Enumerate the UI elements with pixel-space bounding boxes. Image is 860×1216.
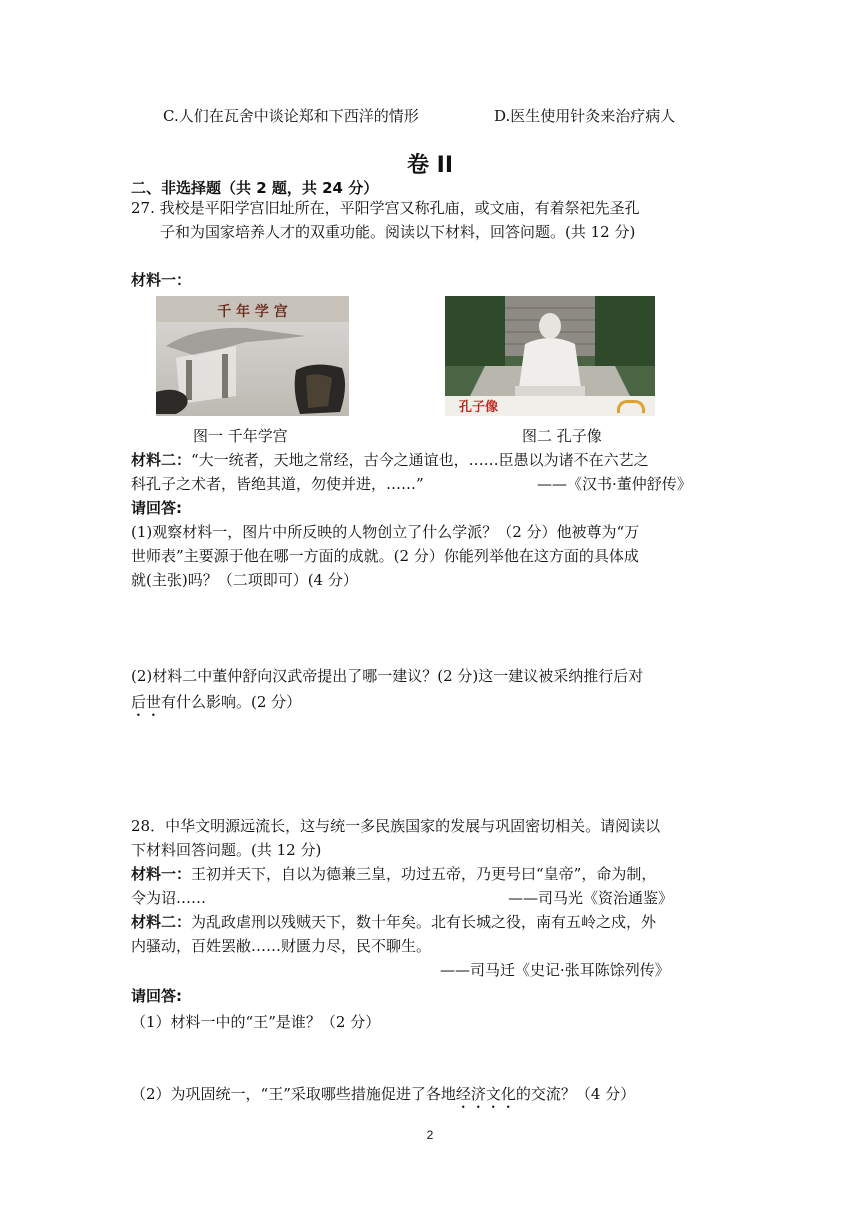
q28-material1-label: 材料一：: [131, 865, 192, 883]
q28-material2-label: 材料二：: [131, 913, 192, 931]
q27-material1-label: 材料一：: [131, 271, 192, 289]
q27-material2-label: 材料二：: [131, 451, 192, 469]
q27-subq1-line3: 就(主张)吗？（二项即可）(4 分）: [131, 571, 358, 589]
q28-subq2-emphasis: 经济文化: [455, 1085, 516, 1103]
q28-subq2-prefix: （2）为巩固统一，“王”采取哪些措施促进了各地: [131, 1085, 456, 1103]
figure1-caption: 图一 千年学宫: [193, 427, 288, 445]
q27-subq1-line2: 世师表”主要源于他在哪一方面的成就。(2 分）你能列举他在这方面的具体成: [131, 547, 639, 565]
q27-answer-prompt: 请回答:: [131, 499, 182, 517]
q27-material2-line2: 科孔子之术者，皆绝其道，勿使并进，……”: [131, 475, 424, 493]
q28-material2-line1: 为乱政虐刑以残贼天下，数十年矣。北有长城之役，南有五岭之戍，外: [191, 913, 657, 931]
q27-subq2-emphasis: 后世: [131, 693, 162, 711]
q28-material2-line2: 内骚动，百姓罢敝……财匮力尽，民不聊生。: [131, 937, 432, 955]
q27-stem-line2: 子和为国家培养人才的双重功能。阅读以下材料，回答问题。(共 12 分): [160, 223, 636, 241]
q28-subq2-suffix: 的交流？（4 分）: [515, 1085, 636, 1103]
figure2-caption: 图二 孔子像: [522, 427, 602, 445]
q28-material1-line2: 令为诏……: [131, 889, 207, 907]
option-d: D.医生使用针灸来治疗病人: [494, 107, 676, 125]
option-c: C.人们在瓦舍中谈论郑和下西洋的情形: [163, 107, 419, 125]
q28-answer-prompt: 请回答:: [131, 987, 182, 1005]
q27-subq1-line1: (1)观察材料一，图片中所反映的人物创立了什么学派？（2 分）他被尊为“万: [131, 523, 640, 541]
q27-material2-line1: “大一统者，天地之常经，古今之通谊也，……臣愚以为诸不在六艺之: [191, 451, 649, 469]
figure-confucius-image: [445, 296, 655, 416]
figure-academy-inner-title: 千 年 学 宫: [217, 304, 288, 320]
q27-stem-line1: 27. 我校是平阳学宫旧址所在，平阳学宫又称孔庙，或文庙，有着祭祀先圣孔: [131, 199, 640, 217]
q28-material1-source: ——司马光《资治通鉴》: [508, 889, 674, 907]
rainbow-icon: [617, 400, 645, 413]
q27-subq2-line1: (2)材料二中董仲舒向汉武帝提出了哪一建议？(2 分)这一建议被采纳推行后对: [131, 667, 644, 685]
page-number: 2: [426, 1128, 434, 1142]
q27-subq2-line2: 有什么影响。(2 分）: [161, 693, 302, 711]
figure-academy-image: [156, 296, 349, 416]
q28-material1-line1: 王初并天下，自以为德兼三皇，功过五帝，乃更号曰“皇帝”，命为制，: [191, 865, 657, 883]
volume-title: 卷 II: [406, 153, 454, 178]
section-heading: 二、非选择题（共 2 题，共 24 分）: [131, 179, 379, 197]
q28-material2-source: ——司马迁《史记·张耳陈馀列传》: [440, 961, 670, 979]
q28-subq1: （1）材料一中的“王”是谁？（2 分）: [131, 1013, 381, 1031]
q27-material2-source: ——《汉书·董仲舒传》: [537, 475, 692, 493]
q28-stem-line2: 下材料回答问题。(共 12 分): [131, 841, 322, 859]
q28-stem-line1: 28．中华文明源远流长，这与统一多民族国家的发展与巩固密切相关。请阅读以: [131, 817, 661, 835]
figure-confucius-inner-label: 孔子像: [459, 400, 499, 415]
